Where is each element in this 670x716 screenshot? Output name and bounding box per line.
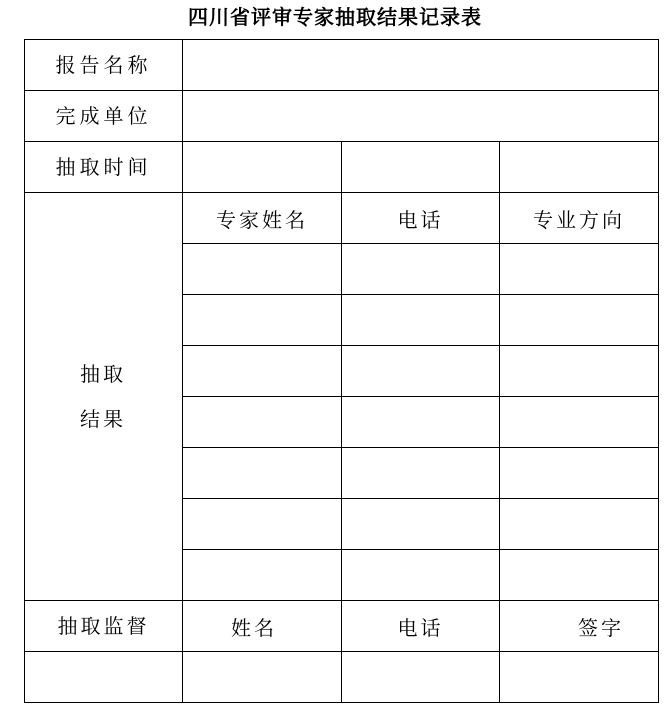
expert-name-cell[interactable] — [183, 448, 341, 498]
supervisor-signature-header: 签字 — [578, 615, 624, 640]
supervisor-name-header: 姓名 — [231, 615, 277, 640]
supervisor-phone-cell[interactable] — [342, 652, 499, 702]
expert-name-cell[interactable] — [183, 550, 341, 600]
supervision-label: 抽取监督 — [57, 614, 150, 638]
selection-result-label-line2: 结果 — [80, 406, 126, 431]
expert-specialty-cell[interactable] — [500, 550, 658, 600]
expert-specialty-cell[interactable] — [500, 397, 658, 447]
expert-phone-cell[interactable] — [342, 550, 499, 600]
expert-specialty-cell[interactable] — [500, 244, 658, 294]
completing-unit-label: 完成单位 — [55, 104, 152, 128]
supervision-entry-cell[interactable] — [25, 652, 182, 702]
expert-name-cell[interactable] — [183, 244, 341, 294]
expert-specialty-cell[interactable] — [500, 346, 658, 396]
table-border-right — [658, 39, 659, 703]
expert-phone-cell[interactable] — [342, 448, 499, 498]
selection-time-field-2[interactable] — [342, 142, 499, 192]
report-name-label: 报告名称 — [55, 53, 152, 77]
expert-phone-cell[interactable] — [342, 499, 499, 549]
report-name-field[interactable] — [183, 40, 658, 90]
expert-specialty-cell[interactable] — [500, 499, 658, 549]
expert-name-cell[interactable] — [183, 397, 341, 447]
expert-specialty-header: 专业方向 — [533, 207, 625, 232]
supervisor-signature-cell[interactable] — [500, 652, 658, 702]
expert-name-header: 专家姓名 — [216, 207, 308, 232]
expert-phone-cell[interactable] — [342, 346, 499, 396]
supervisor-name-cell[interactable] — [183, 652, 341, 702]
expert-phone-cell[interactable] — [342, 397, 499, 447]
expert-specialty-cell[interactable] — [500, 295, 658, 345]
selection-result-label — [25, 193, 182, 600]
expert-phone-header: 电话 — [397, 207, 444, 232]
completing-unit-field[interactable] — [183, 91, 658, 141]
selection-time-field-1[interactable] — [183, 142, 341, 192]
expert-name-cell[interactable] — [183, 346, 341, 396]
expert-phone-cell[interactable] — [342, 244, 499, 294]
selection-time-label: 抽取时间 — [55, 155, 152, 179]
form-title: 四川省评审专家抽取结果记录表 — [188, 5, 482, 29]
expert-name-cell[interactable] — [183, 295, 341, 345]
expert-phone-cell[interactable] — [342, 295, 499, 345]
selection-result-label-line1: 抽取 — [80, 361, 126, 386]
expert-specialty-cell[interactable] — [500, 448, 658, 498]
selection-time-field-3[interactable] — [500, 142, 658, 192]
supervisor-phone-header: 电话 — [397, 615, 444, 640]
expert-name-cell[interactable] — [183, 499, 341, 549]
